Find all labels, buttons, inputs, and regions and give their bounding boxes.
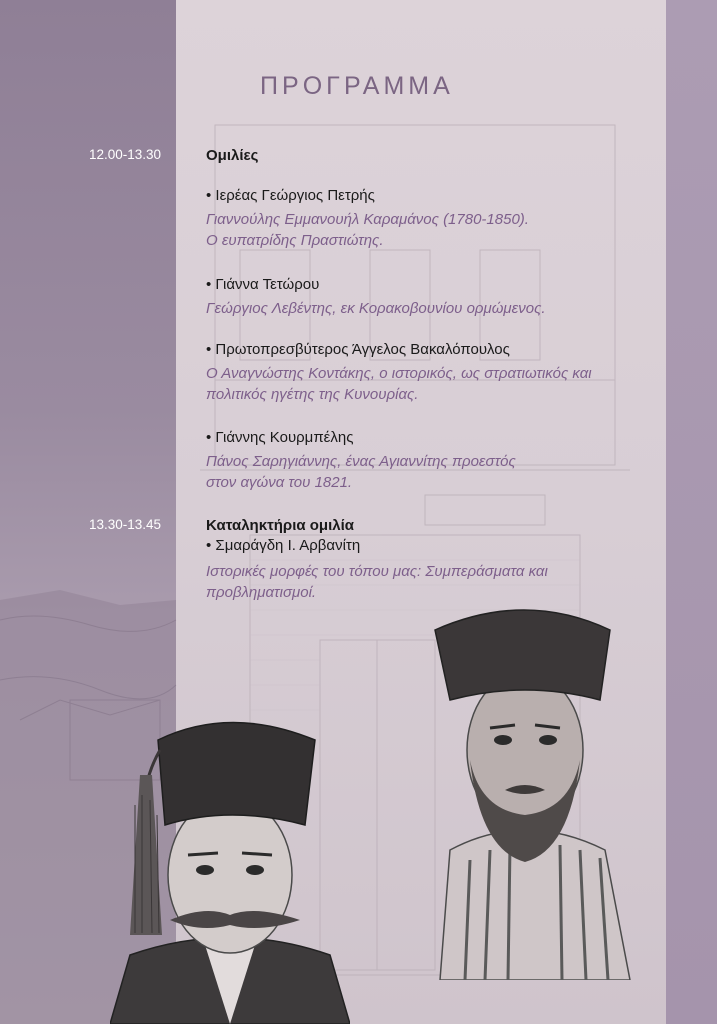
talk-title-line: Πάνος Σαρηγιάννης, ένας Αγιαννίτης προεστός	[206, 453, 516, 470]
speaker-name: • Πρωτοπρεσβύτερος Άγγελος Βακαλόπουλος	[206, 341, 510, 358]
speaker-name: • Σμαράγδη Ι. Αρβανίτη	[206, 537, 361, 554]
talk-title-line: Γεώργιος Λεβέντης, εκ Κορακοβουνίου ορμώμενος.	[206, 300, 546, 317]
talk-title-line: προβληματισμοί.	[206, 584, 317, 601]
portrait-bearded-man	[410, 600, 640, 980]
section-heading-talks: Ομιλίες	[206, 147, 259, 164]
talk-title	[206, 561, 666, 603]
talk-title	[206, 363, 666, 405]
talk-title-line: Ο ευπατρίδης Πραστιώτης.	[206, 232, 384, 249]
talk-title-line: πολιτικός ηγέτης της Κυνουρίας.	[206, 386, 419, 403]
speaker-name: • Γιάννα Τετώρου	[206, 276, 320, 293]
talk-title-line: Γιαννούλης Εμμανουήλ Καραμάνος (1780-1850).	[206, 211, 529, 228]
speaker-name: • Γιάννης Κουρμπέλης	[206, 429, 354, 446]
section-heading-closing-talk: Καταληκτήρια ομιλία	[206, 517, 355, 534]
portrait-mustached-man	[110, 705, 350, 1024]
talk-title	[206, 451, 666, 493]
time-slot-1: 12.00-13.30	[89, 147, 162, 162]
talk-title	[206, 298, 666, 319]
talk-title	[206, 209, 666, 251]
speaker-name: • Ιερέας Γεώργιος Πετρής	[206, 187, 375, 204]
page-title: ΠΡΟΓΡΑΜΜΑ	[260, 72, 454, 100]
talk-title-line: στον αγώνα του 1821.	[206, 474, 353, 491]
talk-title-line: Ο Αναγνώστης Κοντάκης, ο ιστορικός, ως στρατιωτικός και	[206, 365, 592, 382]
time-slot-2: 13.30-13.45	[89, 517, 162, 532]
talk-title-line: Ιστορικές μορφές του τόπου μας: Συμπεράσματα και	[206, 563, 548, 580]
